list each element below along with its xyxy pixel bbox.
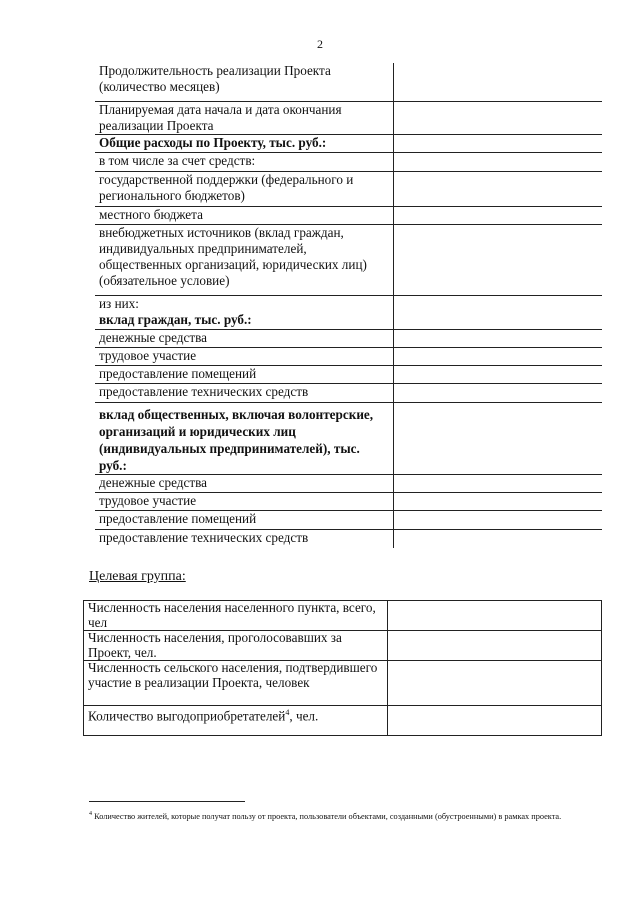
row-value[interactable] (394, 492, 603, 510)
footnote (89, 808, 589, 823)
row-label: Планируемая дата начала и дата окончания реализации Проекта (95, 101, 394, 134)
row-value[interactable] (394, 206, 603, 224)
table-row (95, 383, 602, 402)
row-label-bold: вклад граждан, тыс. руб.: (99, 311, 252, 327)
table-row (95, 492, 602, 510)
row-value[interactable] (394, 402, 603, 474)
table-row (95, 101, 602, 134)
row-label: денежные средства (95, 474, 394, 492)
target-group-title: Целевая группа: (89, 569, 186, 584)
row-label-prefix: из них: (99, 295, 139, 311)
row-value[interactable] (394, 134, 603, 152)
row-label: в том числе за счет средств: (95, 152, 394, 171)
row-label: внебюджетных источников (вклад граждан, индивидуальных предпринимателей, общественных организаций, юридических лиц) (обязательное условие) (95, 224, 394, 295)
table-row (95, 224, 602, 295)
row-label (84, 706, 388, 736)
row-value[interactable] (394, 171, 603, 206)
row-value[interactable] (394, 529, 603, 548)
row-label: Численность населения, проголосовавших за Проект, чел. (84, 631, 388, 661)
row-value[interactable] (394, 474, 603, 492)
row-value[interactable] (394, 347, 603, 365)
row-value[interactable] (394, 63, 603, 101)
row-value[interactable] (394, 329, 603, 347)
row-value[interactable] (394, 365, 603, 383)
row-value[interactable] (394, 101, 603, 134)
table-row (95, 134, 602, 152)
table-row (84, 706, 602, 736)
row-label: предоставление технических средств (95, 529, 394, 548)
project-budget-table (95, 63, 602, 548)
table-row (95, 171, 602, 206)
row-label: Продолжительность реализации Проекта (количество месяцев) (95, 63, 394, 101)
table-row (95, 510, 602, 529)
row-label: местного бюджета (95, 206, 394, 224)
row-label: Общие расходы по Проекту, тыс. руб.: (95, 134, 394, 152)
table-row (95, 402, 602, 474)
table-row (95, 295, 602, 329)
row-label: предоставление помещений (95, 365, 394, 383)
row-label: предоставление технических средств (95, 383, 394, 402)
row-label: Численность населения населенного пункта, всего, чел (84, 601, 388, 631)
row-value[interactable] (394, 383, 603, 402)
table-row (95, 365, 602, 383)
table-row (95, 206, 602, 224)
table-row (84, 601, 602, 631)
table-row (84, 661, 602, 706)
table-row (95, 152, 602, 171)
footnote-text: Количество жителей, которые получат пользу от проекта, пользователи объектами, созданными (обустроенными) в рамках проекта. (94, 811, 562, 821)
table-row (95, 347, 602, 365)
table-row (95, 529, 602, 548)
target-group-table (83, 600, 602, 736)
row-value[interactable] (394, 152, 603, 171)
row-label-text: Количество выгодоприобретателей (88, 708, 286, 724)
footnote-ref: 4 (285, 708, 290, 717)
footnote-divider (89, 801, 245, 802)
row-label: Численность сельского населения, подтвердившего участие в реализации Проекта, человек (84, 661, 388, 706)
row-label: вклад общественных, включая волонтерские, организаций и юридических лиц (индивидуальных предпринимателей), тыс. руб.: (95, 402, 394, 474)
row-value[interactable] (388, 601, 602, 631)
row-label: предоставление помещений (95, 510, 394, 529)
row-label: государственной поддержки (федерального и регионального бюджетов) (95, 171, 394, 206)
row-value[interactable] (388, 661, 602, 706)
table-row (84, 631, 602, 661)
table-row (95, 329, 602, 347)
row-label: трудовое участие (95, 347, 394, 365)
row-value[interactable] (388, 631, 602, 661)
row-label: денежные средства (95, 329, 394, 347)
row-value[interactable] (394, 510, 603, 529)
table-row (95, 474, 602, 492)
row-label (95, 295, 394, 329)
table-row (95, 63, 602, 101)
row-label-suffix: , чел. (289, 708, 319, 724)
row-value[interactable] (394, 295, 603, 329)
row-value[interactable] (394, 224, 603, 295)
footnote-marker: 4 (89, 811, 92, 817)
page-number: 2 (317, 37, 323, 51)
row-label: трудовое участие (95, 492, 394, 510)
row-value[interactable] (388, 706, 602, 736)
